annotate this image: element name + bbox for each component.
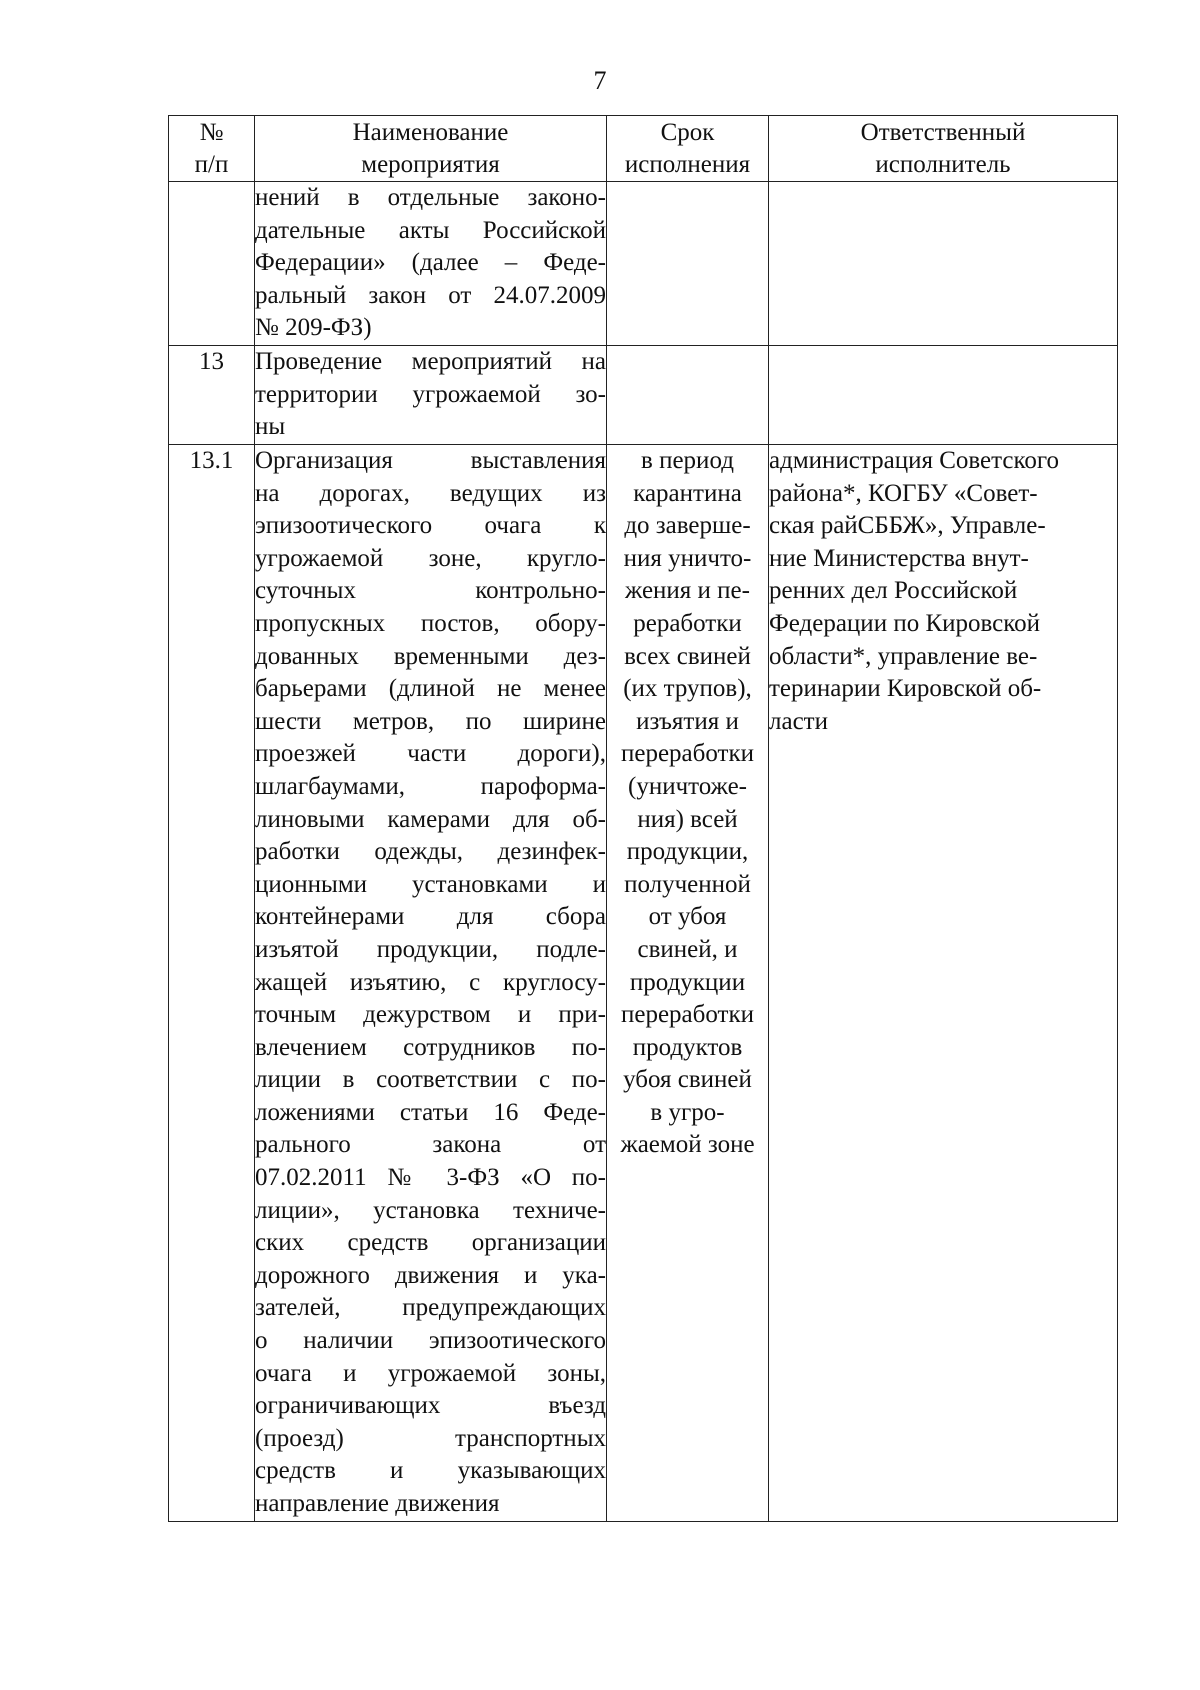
table-header-row	[169, 116, 1118, 182]
cell-line: зателей, предупреждающих	[255, 1294, 606, 1322]
cell-line: на дорогах, ведущих из	[255, 479, 606, 507]
cell-line: ны	[255, 413, 286, 441]
cell-line: (их трупов),	[623, 675, 752, 703]
cell-line: дательные акты Российской	[255, 216, 606, 244]
cell-line: ральный закон от 24.07.2009	[255, 281, 606, 309]
cell-line: ская райСББЖ», Управле-	[769, 512, 1046, 540]
cell-number	[169, 182, 255, 346]
header-line: Ответственный	[860, 119, 1026, 146]
cell-line: реработки	[633, 609, 742, 637]
page-number: 7	[593, 66, 607, 95]
cell-line: 07.02.2011 № 3-ФЗ «О по-	[255, 1164, 606, 1192]
cell-deadline	[607, 346, 769, 445]
cell-line: направление движения	[255, 1490, 500, 1517]
cell-line: в угро-	[650, 1098, 725, 1126]
cell-line: шести метров, по ширине	[255, 707, 606, 735]
cell-line: переработки	[620, 740, 754, 768]
header-line: мероприятия	[361, 151, 500, 178]
cell-line: жения и пе-	[625, 577, 750, 605]
cell-line: изъятия и	[636, 707, 739, 735]
cell-line: ционными установками и	[255, 870, 606, 898]
cell-line: (проезд) транспортных	[255, 1424, 606, 1452]
measures-table	[168, 115, 1118, 1522]
header-line: Срок	[660, 119, 715, 146]
cell-line: влечением сотрудников по-	[255, 1033, 606, 1061]
cell-line: ние Министерства внут-	[769, 544, 1029, 572]
cell-line: продукции,	[626, 838, 749, 866]
cell-line: линовыми камерами для об-	[255, 805, 606, 833]
cell-line: ложениями статьи 16 Феде-	[255, 1098, 606, 1126]
cell-line: пропускных постов, обору-	[255, 609, 606, 637]
cell-line: жаемой зоне	[620, 1131, 755, 1159]
header-measure-name	[255, 116, 607, 182]
cell-line: в период	[641, 447, 734, 474]
cell-line: лиции в соответствии с по-	[255, 1066, 606, 1094]
cell-line: ренних дел Российской	[769, 577, 1018, 605]
cell-line: дованных временными дез-	[255, 642, 606, 670]
cell-line: Организация выставления	[255, 447, 606, 474]
cell-line: контейнерами для сбора	[255, 903, 606, 931]
cell-deadline	[607, 182, 769, 346]
cell-line: нений в отдельные законо-	[255, 184, 606, 211]
header-number	[169, 116, 255, 182]
cell-line: рального закона от	[255, 1131, 606, 1159]
cell-line: изъятой продукции, подле-	[255, 935, 606, 963]
cell-line: карантина	[633, 479, 742, 507]
cell-line: от убоя	[648, 903, 727, 931]
cell-line: ния уничто-	[623, 544, 752, 572]
cell-responsible	[769, 182, 1118, 346]
cell-line: администрация Советского	[769, 447, 1059, 474]
cell-line: всех свиней	[624, 642, 751, 670]
table-row	[169, 182, 1118, 346]
cell-line: шлагбаумами, пароформа-	[255, 772, 606, 800]
cell-line: ласти	[769, 707, 828, 735]
header-line: исполнения	[624, 151, 751, 178]
header-responsible	[769, 116, 1118, 182]
cell-number: 13	[169, 346, 255, 445]
cell-line: проезжей части дороги),	[255, 740, 606, 768]
cell-line: суточных контрольно-	[255, 577, 606, 605]
header-line: Наименование	[352, 119, 509, 146]
cell-line: свиней, и	[637, 935, 738, 963]
cell-line: района*, КОГБУ «Совет-	[769, 479, 1038, 507]
cell-line: Федерации» (далее – Феде-	[255, 249, 606, 277]
cell-line: угрожаемой зоне, кругло-	[255, 544, 606, 572]
cell-measure-name	[255, 182, 607, 346]
cell-line: до заверше-	[624, 512, 751, 540]
cell-line: продукции	[629, 968, 746, 996]
cell-line: № 209-ФЗ)	[255, 314, 372, 342]
cell-line: теринарии Кировской об-	[769, 675, 1042, 703]
header-line: №	[199, 119, 224, 146]
header-line: п/п	[194, 151, 229, 178]
header-deadline	[607, 116, 769, 182]
cell-line: ограничивающих въезд	[255, 1392, 606, 1420]
cell-line: территории угрожаемой зо-	[255, 380, 606, 408]
cell-line: Федерации по Кировской	[769, 609, 1041, 637]
cell-line: точным дежурством и при-	[255, 1001, 606, 1029]
cell-responsible	[769, 445, 1118, 1522]
cell-line: средств и указывающих	[255, 1457, 606, 1485]
cell-line: убоя свиней	[623, 1066, 752, 1094]
cell-line: жащей изъятию, с круглосу-	[255, 968, 606, 996]
cell-measure-name	[255, 346, 607, 445]
cell-line: лиции», установка техниче-	[255, 1196, 606, 1224]
cell-line: о наличии эпизоотического	[255, 1327, 606, 1355]
cell-line: (уничтоже-	[628, 772, 747, 800]
cell-line: Проведение мероприятий на	[255, 348, 606, 375]
cell-line: очага и угрожаемой зоны,	[255, 1359, 606, 1387]
cell-line: области*, управление ве-	[769, 642, 1038, 670]
cell-responsible	[769, 346, 1118, 445]
cell-measure-name	[255, 445, 607, 1522]
cell-line: продуктов	[632, 1033, 743, 1061]
header-line: исполнитель	[875, 151, 1011, 178]
cell-line: ния) всей	[637, 805, 738, 833]
cell-line: полученной	[624, 870, 751, 898]
cell-line: эпизоотического очага к	[255, 512, 606, 540]
cell-deadline	[607, 445, 769, 1522]
table-row	[169, 445, 1118, 1522]
cell-line: ских средств организации	[255, 1229, 606, 1257]
cell-line: барьерами (длиной не менее	[255, 675, 606, 703]
cell-line: дорожного движения и ука-	[255, 1261, 606, 1289]
cell-number: 13.1	[169, 445, 255, 1522]
cell-line: переработки	[620, 1001, 754, 1029]
cell-line: работки одежды, дезинфек-	[255, 838, 606, 866]
table-row	[169, 346, 1118, 445]
